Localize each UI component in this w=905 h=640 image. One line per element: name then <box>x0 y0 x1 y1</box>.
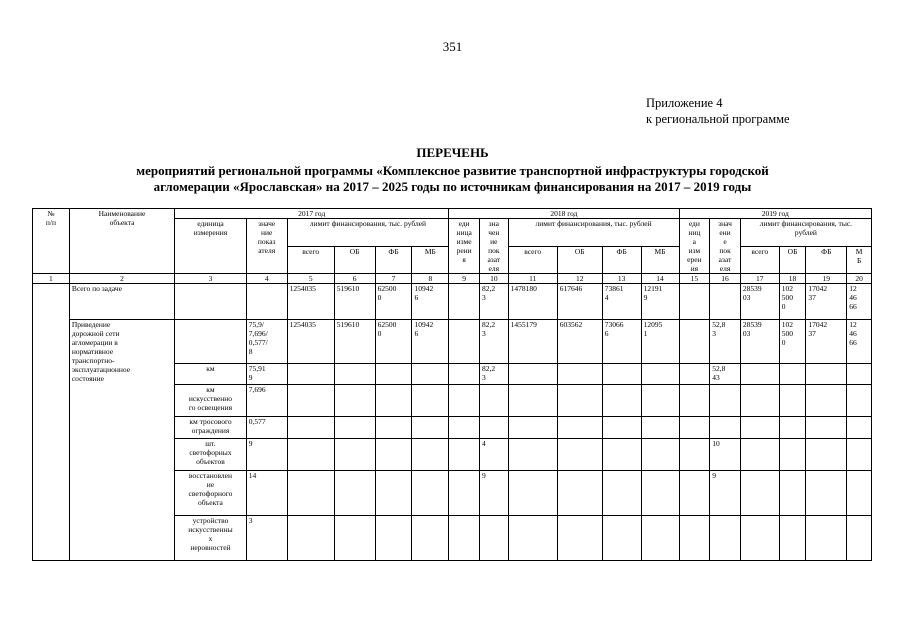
measure-2018-total: 1455179 <box>508 320 557 364</box>
empty-cell <box>557 417 602 439</box>
subrow-unit: восстановлен ие светофорного объекта <box>175 471 247 516</box>
measure-2018-mb: 12095 1 <box>641 320 679 364</box>
header-no: № п/п <box>33 209 70 274</box>
empty-cell <box>508 439 557 471</box>
measure-2019-ob: 102 500 0 <box>779 320 806 364</box>
measure-2017-value: 75,9/ 7,696/ 0,577/ 8 <box>246 320 287 364</box>
empty-cell <box>679 417 710 439</box>
empty-cell <box>412 417 449 439</box>
empty-cell <box>779 385 806 417</box>
empty-cell <box>806 516 847 561</box>
column-number: 13 <box>602 274 641 284</box>
empty-cell <box>375 417 412 439</box>
empty-cell <box>375 364 412 385</box>
empty-cell <box>557 385 602 417</box>
measure-2018-value: 82,2 3 <box>480 320 509 364</box>
empty-cell <box>287 471 334 516</box>
column-number: 3 <box>175 274 247 284</box>
empty-cell <box>287 364 334 385</box>
header-2018-limit: лимит финансирования, тыс. рублей <box>508 219 679 247</box>
appendix-line-1: Приложение 4 <box>646 96 723 110</box>
empty-cell <box>679 516 710 561</box>
header-2018-mb: МБ <box>641 246 679 274</box>
total-2017-fb: 62500 0 <box>375 284 412 320</box>
empty-cell <box>508 385 557 417</box>
column-number: 7 <box>375 274 412 284</box>
empty-cell <box>175 284 247 320</box>
header-2019-ob: ОБ <box>779 246 806 274</box>
empty-cell <box>679 385 710 417</box>
document-subtitle <box>60 163 845 195</box>
total-2018-ob: 617646 <box>557 284 602 320</box>
empty-cell <box>375 439 412 471</box>
column-number: 9 <box>449 274 480 284</box>
measure-2017-ob: 519610 <box>334 320 375 364</box>
column-number: 17 <box>740 274 779 284</box>
empty-cell <box>557 471 602 516</box>
empty-cell <box>508 417 557 439</box>
empty-cell <box>740 439 779 471</box>
column-number: 19 <box>806 274 847 284</box>
measure-2018-fb: 73066 6 <box>602 320 641 364</box>
subrow-2019-value <box>710 516 741 561</box>
header-row-years <box>33 209 872 219</box>
subrow-unit: км искусственно го освещения <box>175 385 247 417</box>
empty-cell <box>412 385 449 417</box>
appendix-note <box>646 95 790 127</box>
measure-2019-total: 28539 03 <box>740 320 779 364</box>
empty-cell <box>449 364 480 385</box>
empty-cell <box>449 385 480 417</box>
column-number: 12 <box>557 274 602 284</box>
empty-cell <box>246 284 287 320</box>
empty-cell <box>641 417 679 439</box>
subrow-2017-value: 0,577 <box>246 417 287 439</box>
subrow-unit: шт. светофорных объектов <box>175 439 247 471</box>
header-2019-value: знач ени е пок азат еля <box>710 219 741 274</box>
empty-cell <box>334 516 375 561</box>
total-2019-mb: 12 46 66 <box>847 284 872 320</box>
subrow-2018-value: 82,2 3 <box>480 364 509 385</box>
subrow-2017-value: 14 <box>246 471 287 516</box>
total-2017-mb: 10942 6 <box>412 284 449 320</box>
header-2017-unit: единица измерения <box>175 219 247 274</box>
header-2019-fb: ФБ <box>806 246 847 274</box>
empty-cell <box>334 439 375 471</box>
empty-cell <box>679 364 710 385</box>
empty-cell <box>334 385 375 417</box>
column-number: 1 <box>33 274 70 284</box>
empty-cell <box>740 471 779 516</box>
empty-cell <box>779 439 806 471</box>
header-2018-value: зна чен ие пок азат еля <box>480 219 509 274</box>
empty-cell <box>287 516 334 561</box>
measure-2019-mb: 12 46 66 <box>847 320 872 364</box>
column-number: 18 <box>779 274 806 284</box>
empty-cell <box>557 364 602 385</box>
empty-cell <box>557 516 602 561</box>
empty-cell <box>287 439 334 471</box>
empty-cell <box>806 385 847 417</box>
empty-cell <box>641 439 679 471</box>
measure-name: Приведение дорожной сети агломерации в нормативное транспортно- эксплуатационное состояние <box>69 320 174 561</box>
header-2018-ob: ОБ <box>557 246 602 274</box>
empty-cell <box>847 471 872 516</box>
empty-cell <box>679 284 710 320</box>
empty-cell <box>847 364 872 385</box>
column-number: 2 <box>69 274 174 284</box>
empty-cell <box>557 439 602 471</box>
empty-cell <box>412 471 449 516</box>
page-number: 351 <box>442 39 463 54</box>
column-number: 20 <box>847 274 872 284</box>
subrow-2018-value <box>480 385 509 417</box>
empty-cell <box>740 385 779 417</box>
subrow-2019-value: 52,8 43 <box>710 364 741 385</box>
subrow-2017-value: 7,696 <box>246 385 287 417</box>
empty-cell <box>412 516 449 561</box>
empty-cell <box>334 417 375 439</box>
subrow-2018-value: 9 <box>480 471 509 516</box>
empty-cell <box>602 364 641 385</box>
measure-2017-mb: 10942 6 <box>412 320 449 364</box>
total-2018-mb: 12191 9 <box>641 284 679 320</box>
subrow-unit: км <box>175 364 247 385</box>
empty-cell <box>334 364 375 385</box>
empty-cell <box>679 471 710 516</box>
empty-cell <box>740 364 779 385</box>
total-2018-value: 82,2 3 <box>480 284 509 320</box>
column-number: 16 <box>710 274 741 284</box>
empty-cell <box>779 364 806 385</box>
total-2017-total: 1254035 <box>287 284 334 320</box>
document-title: ПЕРЕЧЕНЬ <box>416 145 489 160</box>
measure-row <box>33 320 872 364</box>
header-2017-ob: ОБ <box>334 246 375 274</box>
total-2019-total: 28539 03 <box>740 284 779 320</box>
total-row <box>33 284 872 320</box>
empty-cell <box>806 364 847 385</box>
total-2018-fb: 73861 4 <box>602 284 641 320</box>
subrow-unit: км тросового ограждения <box>175 417 247 439</box>
empty-cell <box>806 417 847 439</box>
total-2019-ob: 102 500 0 <box>779 284 806 320</box>
measure-2017-fb: 62500 0 <box>375 320 412 364</box>
column-number: 14 <box>641 274 679 284</box>
empty-cell <box>449 516 480 561</box>
measure-2019-fb: 17042 37 <box>806 320 847 364</box>
subrow-2017-value: 75,91 9 <box>246 364 287 385</box>
empty-cell <box>412 439 449 471</box>
empty-cell <box>740 417 779 439</box>
empty-cell <box>641 364 679 385</box>
subrow-2019-value: 10 <box>710 439 741 471</box>
total-row-name: Всего по задаче <box>69 284 174 320</box>
header-2018-unit: еди ница изме рени я <box>449 219 480 274</box>
header-year-2019: 2019 год <box>679 209 872 219</box>
empty-cell <box>602 471 641 516</box>
empty-cell <box>508 516 557 561</box>
empty-cell <box>334 471 375 516</box>
header-year-2017: 2017 год <box>175 209 449 219</box>
header-2018-fb: ФБ <box>602 246 641 274</box>
empty-cell <box>375 385 412 417</box>
financing-table <box>32 208 872 561</box>
total-2019-fb: 17042 37 <box>806 284 847 320</box>
empty-cell <box>710 284 741 320</box>
empty-cell <box>806 471 847 516</box>
empty-cell <box>602 417 641 439</box>
row-number-cell <box>33 284 70 561</box>
subrow-2019-value <box>710 417 741 439</box>
empty-cell <box>779 471 806 516</box>
subrow-2019-value <box>710 385 741 417</box>
empty-cell <box>412 364 449 385</box>
column-number: 8 <box>412 274 449 284</box>
empty-cell <box>806 439 847 471</box>
empty-cell <box>508 471 557 516</box>
column-number: 4 <box>246 274 287 284</box>
measure-2019-value: 52,8 3 <box>710 320 741 364</box>
header-2019-mb: М Б <box>847 246 872 274</box>
header-name: Наименование объекта <box>69 209 174 274</box>
empty-cell <box>679 439 710 471</box>
header-2017-mb: МБ <box>412 246 449 274</box>
empty-cell <box>847 385 872 417</box>
empty-cell <box>641 471 679 516</box>
subrow-2017-value: 3 <box>246 516 287 561</box>
header-2017-limit: лимит финансирования, тыс. рублей <box>287 219 449 247</box>
empty-cell <box>287 385 334 417</box>
total-2017-ob: 519610 <box>334 284 375 320</box>
subrow-unit: устройство искусственны х неровностей <box>175 516 247 561</box>
empty-cell <box>740 516 779 561</box>
appendix-line-2: к региональной программе <box>646 112 790 126</box>
empty-cell <box>508 364 557 385</box>
empty-cell <box>847 516 872 561</box>
empty-cell <box>779 417 806 439</box>
empty-cell <box>375 471 412 516</box>
empty-cell <box>847 439 872 471</box>
empty-cell <box>449 284 480 320</box>
empty-cell <box>449 417 480 439</box>
empty-cell <box>641 385 679 417</box>
measure-2017-total: 1254035 <box>287 320 334 364</box>
column-number: 10 <box>480 274 509 284</box>
subtitle-line-2: агломерации «Ярославская» на 2017 – 2025 годы по источникам финансирования на 2017 – 2019 годы <box>153 179 752 194</box>
subrow-2017-value: 9 <box>246 439 287 471</box>
header-2017-value: значе ние показ ателя <box>246 219 287 274</box>
column-number: 5 <box>287 274 334 284</box>
empty-cell <box>449 439 480 471</box>
subrow-2018-value <box>480 417 509 439</box>
empty-cell <box>375 516 412 561</box>
subrow-2018-value: 4 <box>480 439 509 471</box>
header-2017-fb: ФБ <box>375 246 412 274</box>
header-2019-limit: лимит финансирования, тыс. рублей <box>740 219 871 247</box>
column-number: 15 <box>679 274 710 284</box>
total-2018-total: 1478180 <box>508 284 557 320</box>
empty-cell <box>449 471 480 516</box>
measure-2018-ob: 603562 <box>557 320 602 364</box>
subrow-2018-value <box>480 516 509 561</box>
column-number: 6 <box>334 274 375 284</box>
empty-cell <box>449 320 480 364</box>
empty-cell <box>287 417 334 439</box>
empty-cell <box>779 516 806 561</box>
empty-cell <box>679 320 710 364</box>
subtitle-line-1: мероприятий региональной программы «Комплексное развитие транспортной инфраструктуры городской <box>136 163 769 178</box>
empty-cell <box>641 516 679 561</box>
header-2019-unit: еди ниц а изм ерен ия <box>679 219 710 274</box>
column-number-row <box>33 274 872 284</box>
empty-cell <box>847 417 872 439</box>
header-2018-total: всего <box>508 246 557 274</box>
header-2017-total: всего <box>287 246 334 274</box>
empty-cell <box>602 385 641 417</box>
header-2019-total: всего <box>740 246 779 274</box>
empty-cell <box>602 516 641 561</box>
header-year-2018: 2018 год <box>449 209 679 219</box>
subrow-2019-value: 9 <box>710 471 741 516</box>
empty-cell <box>602 439 641 471</box>
column-number: 11 <box>508 274 557 284</box>
empty-cell <box>175 320 247 364</box>
